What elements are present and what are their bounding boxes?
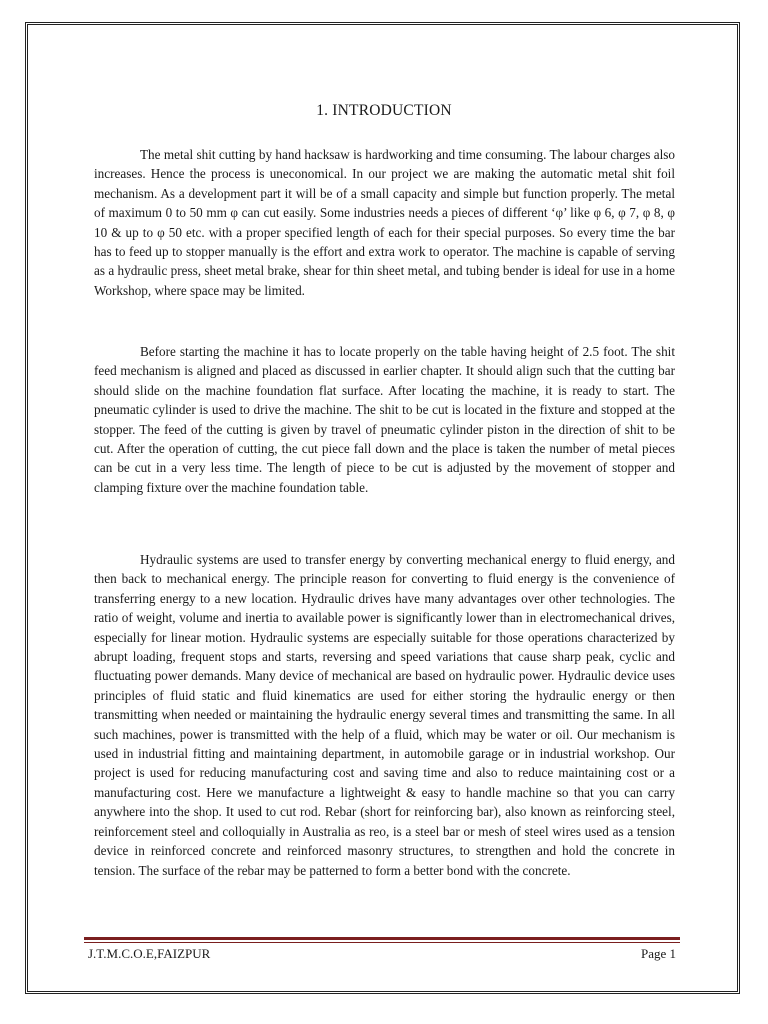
- paragraph-3: Hydraulic systems are used to transfer energy by converting mechanical energy to fluid energy, and then back to mechanical energy. The principle reason for converting to fluid energy is the convenience of transferring energy to a new location. Hydraulic drives have many advantages over other technologies. The ratio of weight, volume and inertia to available power is significantly lower than in electromechanical drives, especially for linear motion. Hydraulic systems are especially suitable for those operations characterized by abrupt loading, frequent stops and starts, reversing and speed variations that cause sharp peak, cyclic and fluctuating power demands. Many device of mechanical are based on hydraulic power. Hydraulic device uses principles of fluid static and fluid kinematics are used for either storing the hydraulic energy or then transmitting when needed or maintaining the hydraulic energy several times and transmitting the same. In all such machines, power is transmitted with the help of a fluid, which may be water or oil. Our mechanism is used in industrial fitting and maintaining department, in automobile garage or in industrial workshop. Our project is used for reducing manufacturing cost and saving time and also to reduce maintaining cost or a manufacturing cost. Here we manufacture a lightweight & easy to handle machine so that you can carry anywhere into the shop. It used to cut rod. Rebar (short for reinforcing bar), also known as reinforcing steel, reinforcement steel and colloquially in Australia as reo, is a steel bar or mesh of steel wires used as a tension device in reinforced concrete and reinforced masonry structures, to strengthen and hold the concrete in tension. The surface of the rebar may be patterned to form a better bond with the concrete.: [94, 552, 675, 878]
- footer-rule-thin: [84, 942, 680, 943]
- footer-rule-thick: [84, 937, 680, 940]
- footer-page-number: Page 1: [640, 946, 676, 961]
- paragraph-2: Before starting the machine it has to locate properly on the table having height of 2.5 foot. The shit feed mechanism is aligned and placed as discussed in earlier chapter. It should align such that the cutting bar should slide on the machine foundation flat surface. After locating the machine, it is ready to start. The pneumatic cylinder is used to drive the machine. The shit to be cut is located in the fixture and stopped at the stopper. The feed of the cutting is given by travel of pneumatic cylinder piston in the direction of shit to be cut. After the operation of cutting, the cut piece fall down and the place is taken the number of metal pieces can be cut in a very less time. The length of piece to be cut is adjusted by the movement of stopper and clamping fixture over the machine foundation table.: [94, 344, 675, 495]
- page-title: 1. INTRODUCTION: [316, 102, 452, 119]
- footer-institution: J.T.M.C.O.E,FAIZPUR: [88, 946, 211, 961]
- paragraph-1: The metal shit cutting by hand hacksaw is hardworking and time consuming. The labour charges also increases. Hence the process is uneconomical. In our project we are making the automatic metal shit foil mechanism. As a development part it will be of a small capacity and simple but function properly. The metal of maximum 0 to 50 mm φ can cut easily. Some industries needs a pieces of different ‘φ’ like φ 6, φ 7, φ 8, φ 10 & up to φ 50 etc. with a proper specified length of each for their special purposes. So every time the bar has to feed up to stopper manually is the effort and extra work to operator. The machine is capable of serving as a hydraulic press, sheet metal brake, shear for thin sheet metal, and tubing bender is ideal for use in a home Workshop, where space may be limited.: [94, 147, 675, 298]
